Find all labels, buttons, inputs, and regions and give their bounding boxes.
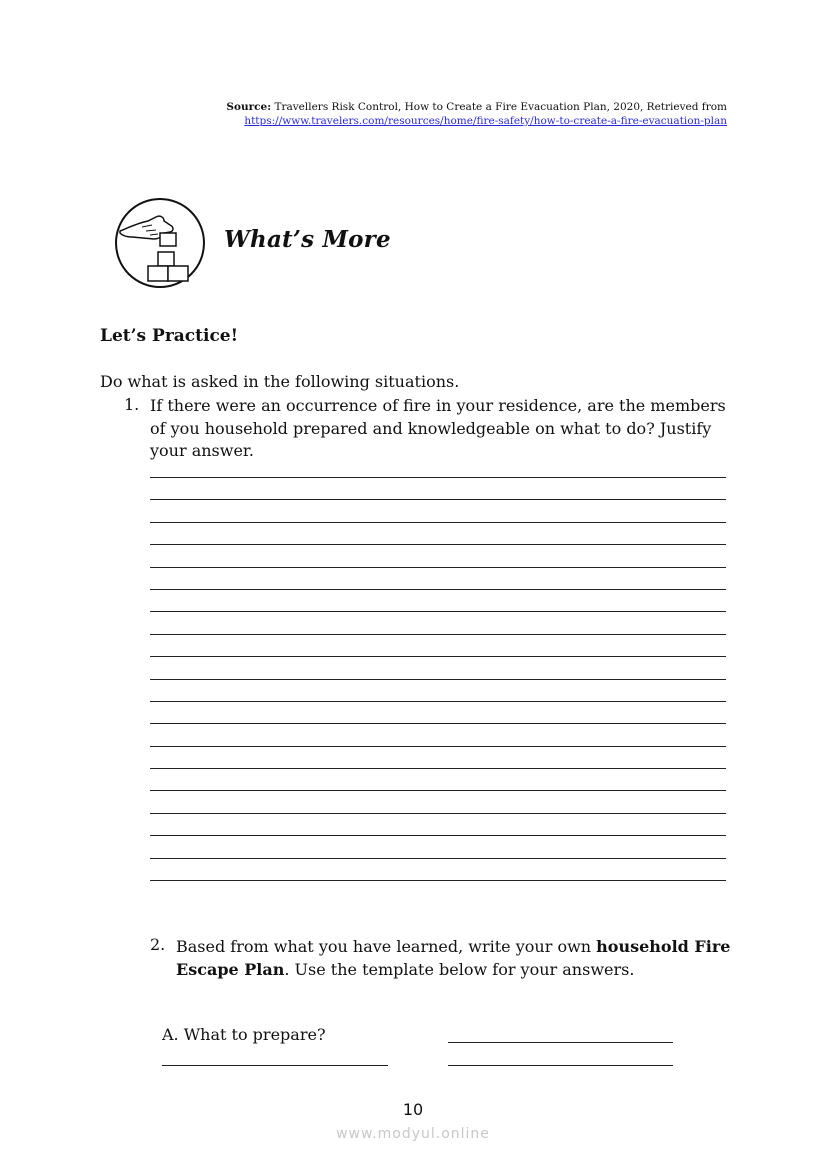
question-2-number: 2. [150, 935, 166, 954]
answer-line[interactable] [150, 679, 726, 701]
answer-line[interactable] [150, 746, 726, 768]
answer-line[interactable] [150, 858, 726, 880]
answer-line[interactable] [150, 656, 726, 678]
instructions: Do what is asked in the following situations. [100, 372, 460, 391]
question-2-text-part: Based from what you have learned, write your own [176, 937, 597, 956]
answer-lines[interactable] [150, 477, 726, 902]
answer-line[interactable] [150, 499, 726, 521]
template-blank-line[interactable] [162, 1065, 388, 1066]
answer-line[interactable] [150, 544, 726, 566]
answer-line[interactable] [150, 723, 726, 745]
question-2-text [176, 935, 736, 981]
section-title: What’s More [224, 226, 391, 253]
answer-line[interactable] [150, 589, 726, 611]
template-label-a: A. What to prepare? [162, 1025, 326, 1044]
answer-line[interactable] [150, 611, 726, 633]
hand-stacking-blocks-icon [112, 197, 208, 289]
answer-line[interactable] [150, 768, 726, 790]
template-blank-line[interactable] [448, 1042, 673, 1043]
answer-line[interactable] [150, 880, 726, 902]
page-number: 10 [402, 1100, 424, 1119]
answer-line[interactable] [150, 701, 726, 723]
template-blank-line[interactable] [448, 1065, 673, 1066]
watermark: www.modyul.online [336, 1126, 490, 1142]
source-citation [226, 100, 727, 128]
source-label: Source: [226, 101, 272, 113]
answer-line[interactable] [150, 522, 726, 544]
question-1-number: 1. [124, 395, 140, 414]
answer-line[interactable] [150, 790, 726, 812]
answer-line[interactable] [150, 567, 726, 589]
answer-line[interactable] [150, 835, 726, 857]
question-2-text-part: . Use the template below for your answers. [284, 960, 635, 979]
question-2-bold-term: household Fire Escape Plan [176, 937, 731, 979]
source-link[interactable]: https://www.travelers.com/resources/home/fire-safety/how-to-create-a-fire-evacuation-plan [244, 115, 727, 127]
subtitle: Let’s Practice! [100, 326, 239, 346]
question-1-text: If there were an occurrence of fire in your residence, are the members of you household prepared and knowledgeable on what to do? Justify your answer. [150, 396, 726, 460]
source-text: Travellers Risk Control, How to Create a Fire Evacuation Plan, 2020, Retrieved from [274, 101, 727, 113]
answer-line[interactable] [150, 477, 726, 499]
answer-line[interactable] [150, 813, 726, 835]
answer-line[interactable] [150, 634, 726, 656]
